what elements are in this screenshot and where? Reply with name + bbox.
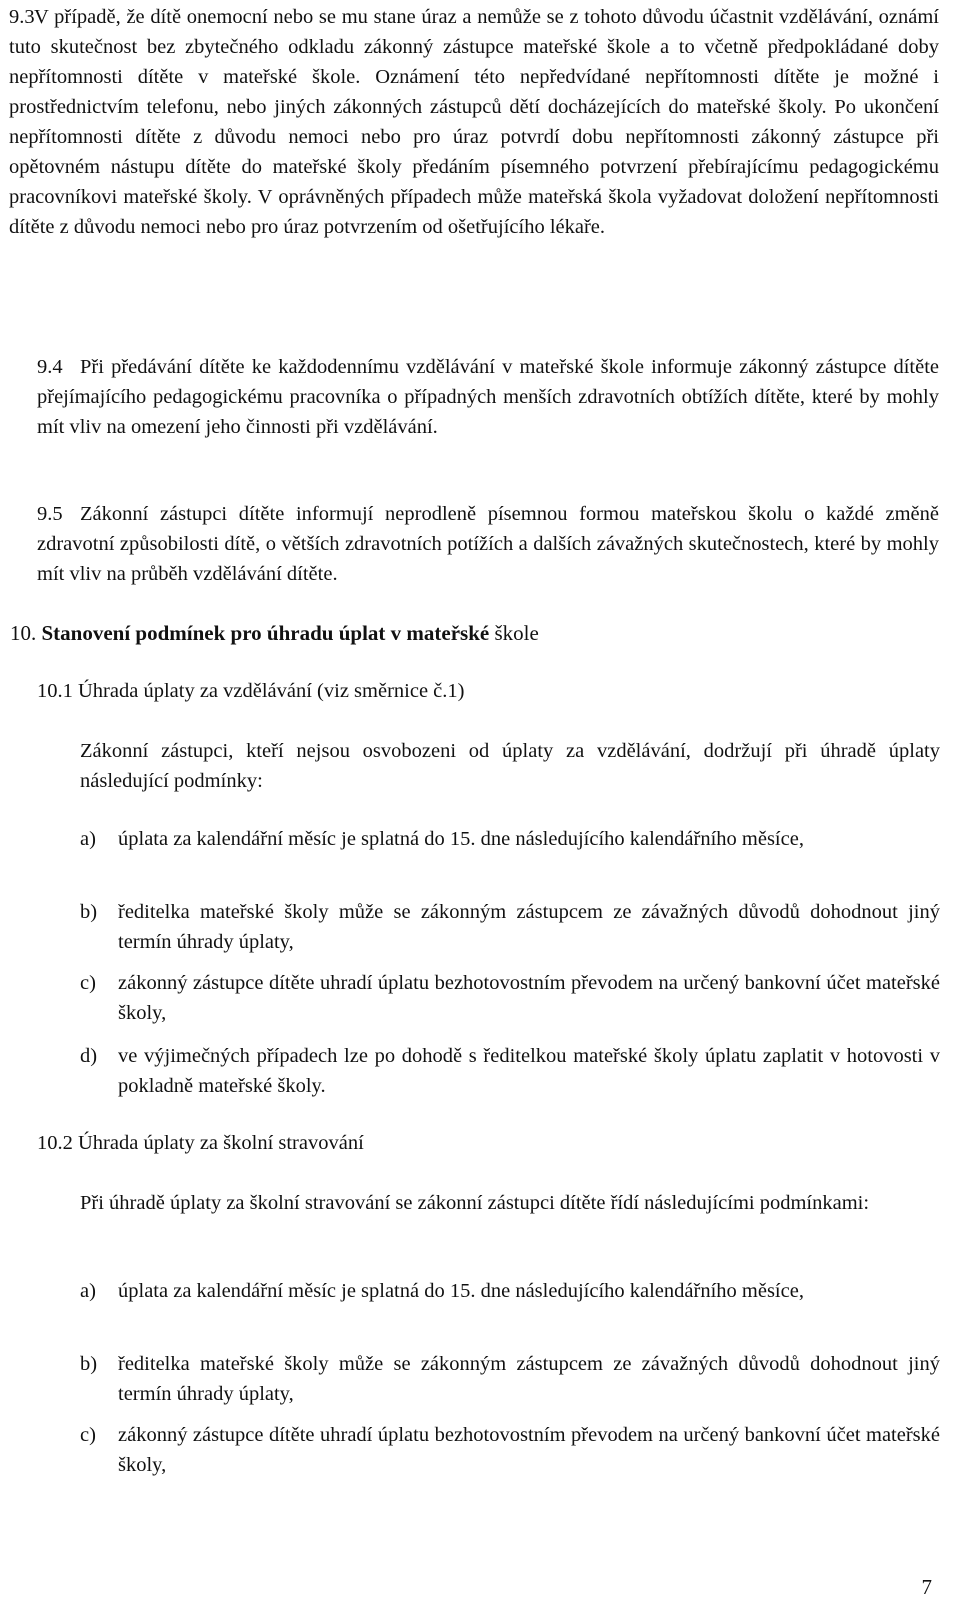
list-item-text: zákonný zástupce dítěte uhradí úplatu bezhotovostním převodem na určený bankovní účet mateřské školy, xyxy=(118,1424,940,1476)
section-title-rest: škole xyxy=(494,621,539,645)
list-item xyxy=(80,1041,940,1101)
list-item xyxy=(80,1349,940,1409)
section-title-bold: Stanovení podmínek pro úhradu úplat v mateřské xyxy=(41,621,490,645)
list-item xyxy=(80,897,940,957)
section-number: 10. xyxy=(10,621,37,645)
page-number: 7 xyxy=(921,1575,932,1599)
paragraph-number: 9.4 xyxy=(37,356,63,378)
paragraph-number: 9.3 xyxy=(9,6,35,28)
list-item-label: c) xyxy=(80,1424,96,1446)
list-item xyxy=(80,824,940,854)
list-item-text: ředitelka mateřské školy může se zákonným zástupcem ze závažných důvodů dohodnout jiný termín úhrady úplaty, xyxy=(118,1353,940,1405)
paragraph-9-5 xyxy=(37,499,939,589)
subsection-10-2-heading: 10.2 Úhrada úplaty za školní stravování xyxy=(37,1132,364,1154)
list-item-label: b) xyxy=(80,1353,98,1375)
subsection-10-1-heading: 10.1 Úhrada úplaty za vzdělávání (viz směrnice č.1) xyxy=(37,680,465,702)
list-item-label: b) xyxy=(80,901,98,923)
subsection-10-1-intro: Zákonní zástupci, kteří nejsou osvobozeni od úplaty za vzdělávání, dodržují při úhradě úplaty následující podmínky: xyxy=(80,740,940,792)
paragraph-9-3 xyxy=(9,2,939,242)
paragraph-9-4 xyxy=(37,352,939,442)
list-item-label: c) xyxy=(80,972,96,994)
paragraph-text: V případě, že dítě onemocní nebo se mu stane úraz a nemůže se z tohoto důvodu účastnit vzdělávání, oznámí tuto skutečnost bez zbytečného odkladu zákonný zástupce mateřské škole a to včetně předpokládané doby nepřítomnosti dítěte v mateřské škole. Oznámení této nepředvídané nepřítomnosti dítěte je možné i prostřednictvím telefonu, nebo jiných zákonných zástupců dětí docházejících do mateřské školy. Po ukončení nepřítomnosti dítěte z důvodu nemoci nebo pro úraz potvrdí dobu nepřítomnosti zákonný zástupce při opětovném nástupu dítěte do mateřské školy předáním písemného potvrzení přebírajícímu pedagogickému pracovníkovi mateřské školy. V oprávněných případech může mateřská škola vyžadovat doložení nepřítomnosti dítěte z důvodu nemoci nebo pro úraz potvrzením od ošetřujícího lékaře. xyxy=(9,6,939,238)
list-item-label: a) xyxy=(80,828,96,850)
paragraph-text: Zákonní zástupci dítěte informují neprodleně písemnou formou mateřskou školu o každé změně zdravotní způsobilosti dítě, o větších zdravotních potížích a dalších závažných skutečnostech, které by mohly mít vliv na průběh vzdělávání dítěte. xyxy=(37,503,939,585)
list-item xyxy=(80,1420,940,1480)
subsection-10-2-intro: Při úhradě úplaty za školní stravování se zákonní zástupci dítěte řídí následujícími podmínkami: xyxy=(80,1192,870,1214)
section-10-heading xyxy=(10,618,539,648)
list-item xyxy=(80,968,940,1028)
paragraph-text: Při předávání dítěte ke každodennímu vzdělávání v mateřské škole informuje zákonný zástupce dítěte přejímajícího pedagogickému pracovníka o případných menších zdravotních obtížích dítěte, které by mohly mít vliv na omezení jeho činnosti při vzdělávání. xyxy=(37,356,939,438)
list-item-text: ve výjimečných případech lze po dohodě s ředitelkou mateřské školy úplatu zaplatit v hotovosti v pokladně mateřské školy. xyxy=(118,1045,940,1097)
list-item xyxy=(80,1276,940,1306)
list-item-label: d) xyxy=(80,1045,98,1067)
list-item-text: ředitelka mateřské školy může se zákonným zástupcem ze závažných důvodů dohodnout jiný termín úhrady úplaty, xyxy=(118,901,940,953)
list-item-text: úplata za kalendářní měsíc je splatná do 15. dne následujícího kalendářního měsíce, xyxy=(118,1280,804,1302)
list-item-text: úplata za kalendářní měsíc je splatná do 15. dne následujícího kalendářního měsíce, xyxy=(118,828,804,850)
list-item-text: zákonný zástupce dítěte uhradí úplatu bezhotovostním převodem na určený bankovní účet mateřské školy, xyxy=(118,972,940,1024)
paragraph-number: 9.5 xyxy=(37,503,63,525)
list-item-label: a) xyxy=(80,1280,96,1302)
